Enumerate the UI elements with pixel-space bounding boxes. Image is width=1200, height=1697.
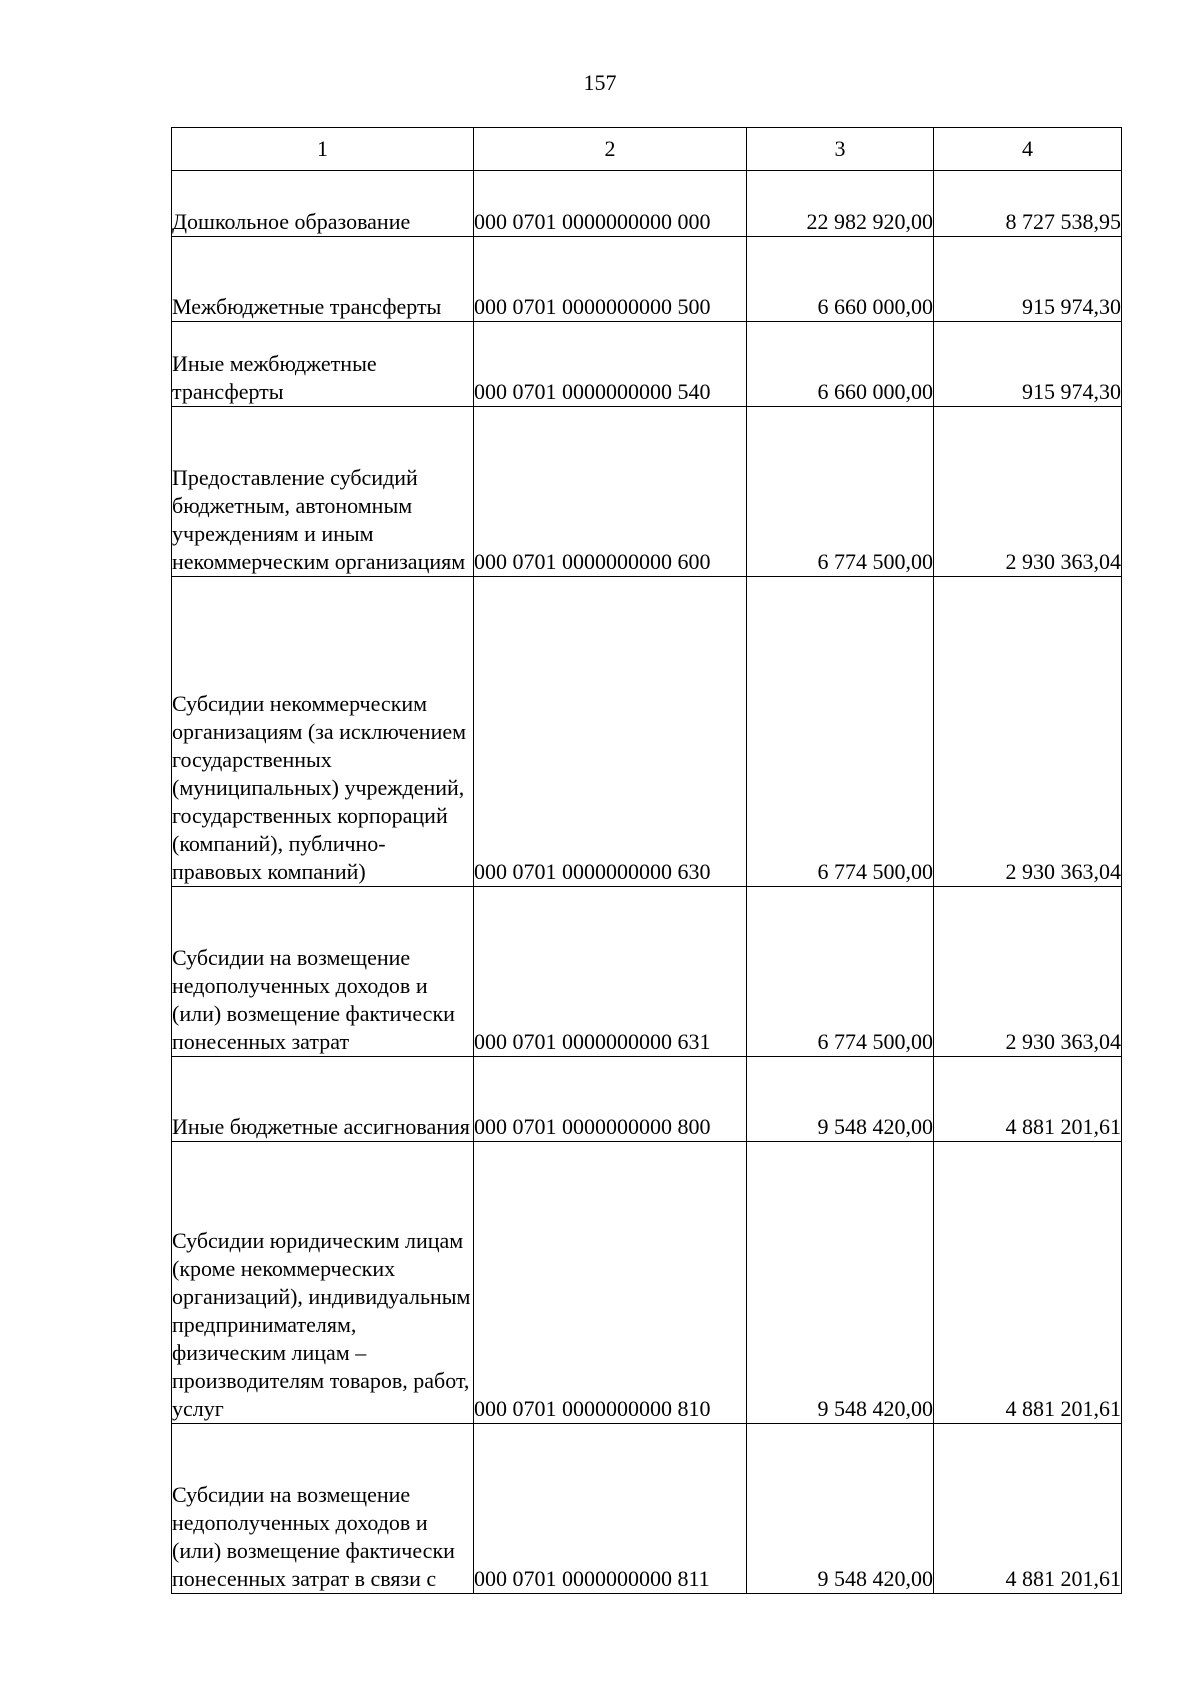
- table-row: [172, 171, 1122, 237]
- row-actual-amount: 4 881 201,61: [934, 1424, 1122, 1594]
- row-code: 000 0701 0000000000 630: [474, 577, 747, 887]
- row-actual-amount: 915 974,30: [934, 237, 1122, 322]
- row-name: Субсидии на возмещение недополученных доходов и (или) возмещение фактически понесенных затрат в связи с: [172, 1424, 474, 1594]
- row-name: Субсидии юридическим лицам (кроме некоммерческих организаций), индивидуальным предпринимателям, физическим лицам – производителям товаров, работ, услуг: [172, 1142, 474, 1424]
- row-actual-amount: 8 727 538,95: [934, 171, 1122, 237]
- header-row: [172, 128, 1122, 171]
- row-name: Субсидии некоммерческим организациям (за исключением государственных (муниципальных) учреждений, государственных корпораций (компаний), публично-правовых компаний): [172, 577, 474, 887]
- row-code: 000 0701 0000000000 631: [474, 887, 747, 1057]
- row-actual-amount: 4 881 201,61: [934, 1142, 1122, 1424]
- row-plan-amount: 9 548 420,00: [747, 1424, 934, 1594]
- column-header-4: 4: [934, 128, 1122, 171]
- row-code: 000 0701 0000000000 800: [474, 1057, 747, 1142]
- row-name: Межбюджетные трансферты: [172, 237, 474, 322]
- row-name: Иные бюджетные ассигнования: [172, 1057, 474, 1142]
- row-plan-amount: 22 982 920,00: [747, 171, 934, 237]
- column-header-3: 3: [747, 128, 934, 171]
- table-row: [172, 1424, 1122, 1594]
- row-name: Субсидии на возмещение недополученных доходов и (или) возмещение фактически понесенных затрат: [172, 887, 474, 1057]
- row-actual-amount: 915 974,30: [934, 322, 1122, 407]
- table-row: [172, 407, 1122, 577]
- row-name: Предоставление субсидий бюджетным, автономным учреждениям и иным некоммерческим организациям: [172, 407, 474, 577]
- row-code: 000 0701 0000000000 540: [474, 322, 747, 407]
- row-plan-amount: 6 660 000,00: [747, 237, 934, 322]
- row-code: 000 0701 0000000000 600: [474, 407, 747, 577]
- row-code: 000 0701 0000000000 810: [474, 1142, 747, 1424]
- row-actual-amount: 4 881 201,61: [934, 1057, 1122, 1142]
- row-actual-amount: 2 930 363,04: [934, 887, 1122, 1057]
- table-row: [172, 322, 1122, 407]
- table-row: [172, 237, 1122, 322]
- row-actual-amount: 2 930 363,04: [934, 577, 1122, 887]
- table-row: [172, 1057, 1122, 1142]
- row-plan-amount: 6 774 500,00: [747, 887, 934, 1057]
- row-name: Дошкольное образование: [172, 171, 474, 237]
- table-row: [172, 887, 1122, 1057]
- row-plan-amount: 9 548 420,00: [747, 1142, 934, 1424]
- row-plan-amount: 6 774 500,00: [747, 577, 934, 887]
- row-name: Иные межбюджетные трансферты: [172, 322, 474, 407]
- budget-table: [171, 127, 1122, 1594]
- table-row: [172, 1142, 1122, 1424]
- row-code: 000 0701 0000000000 500: [474, 237, 747, 322]
- row-plan-amount: 6 660 000,00: [747, 322, 934, 407]
- page-number: 157: [583, 70, 617, 95]
- row-plan-amount: 9 548 420,00: [747, 1057, 934, 1142]
- column-header-2: 2: [474, 128, 747, 171]
- row-code: 000 0701 0000000000 811: [474, 1424, 747, 1594]
- row-code: 000 0701 0000000000 000: [474, 171, 747, 237]
- column-header-1: 1: [172, 128, 474, 171]
- table-row: [172, 577, 1122, 887]
- row-actual-amount: 2 930 363,04: [934, 407, 1122, 577]
- row-plan-amount: 6 774 500,00: [747, 407, 934, 577]
